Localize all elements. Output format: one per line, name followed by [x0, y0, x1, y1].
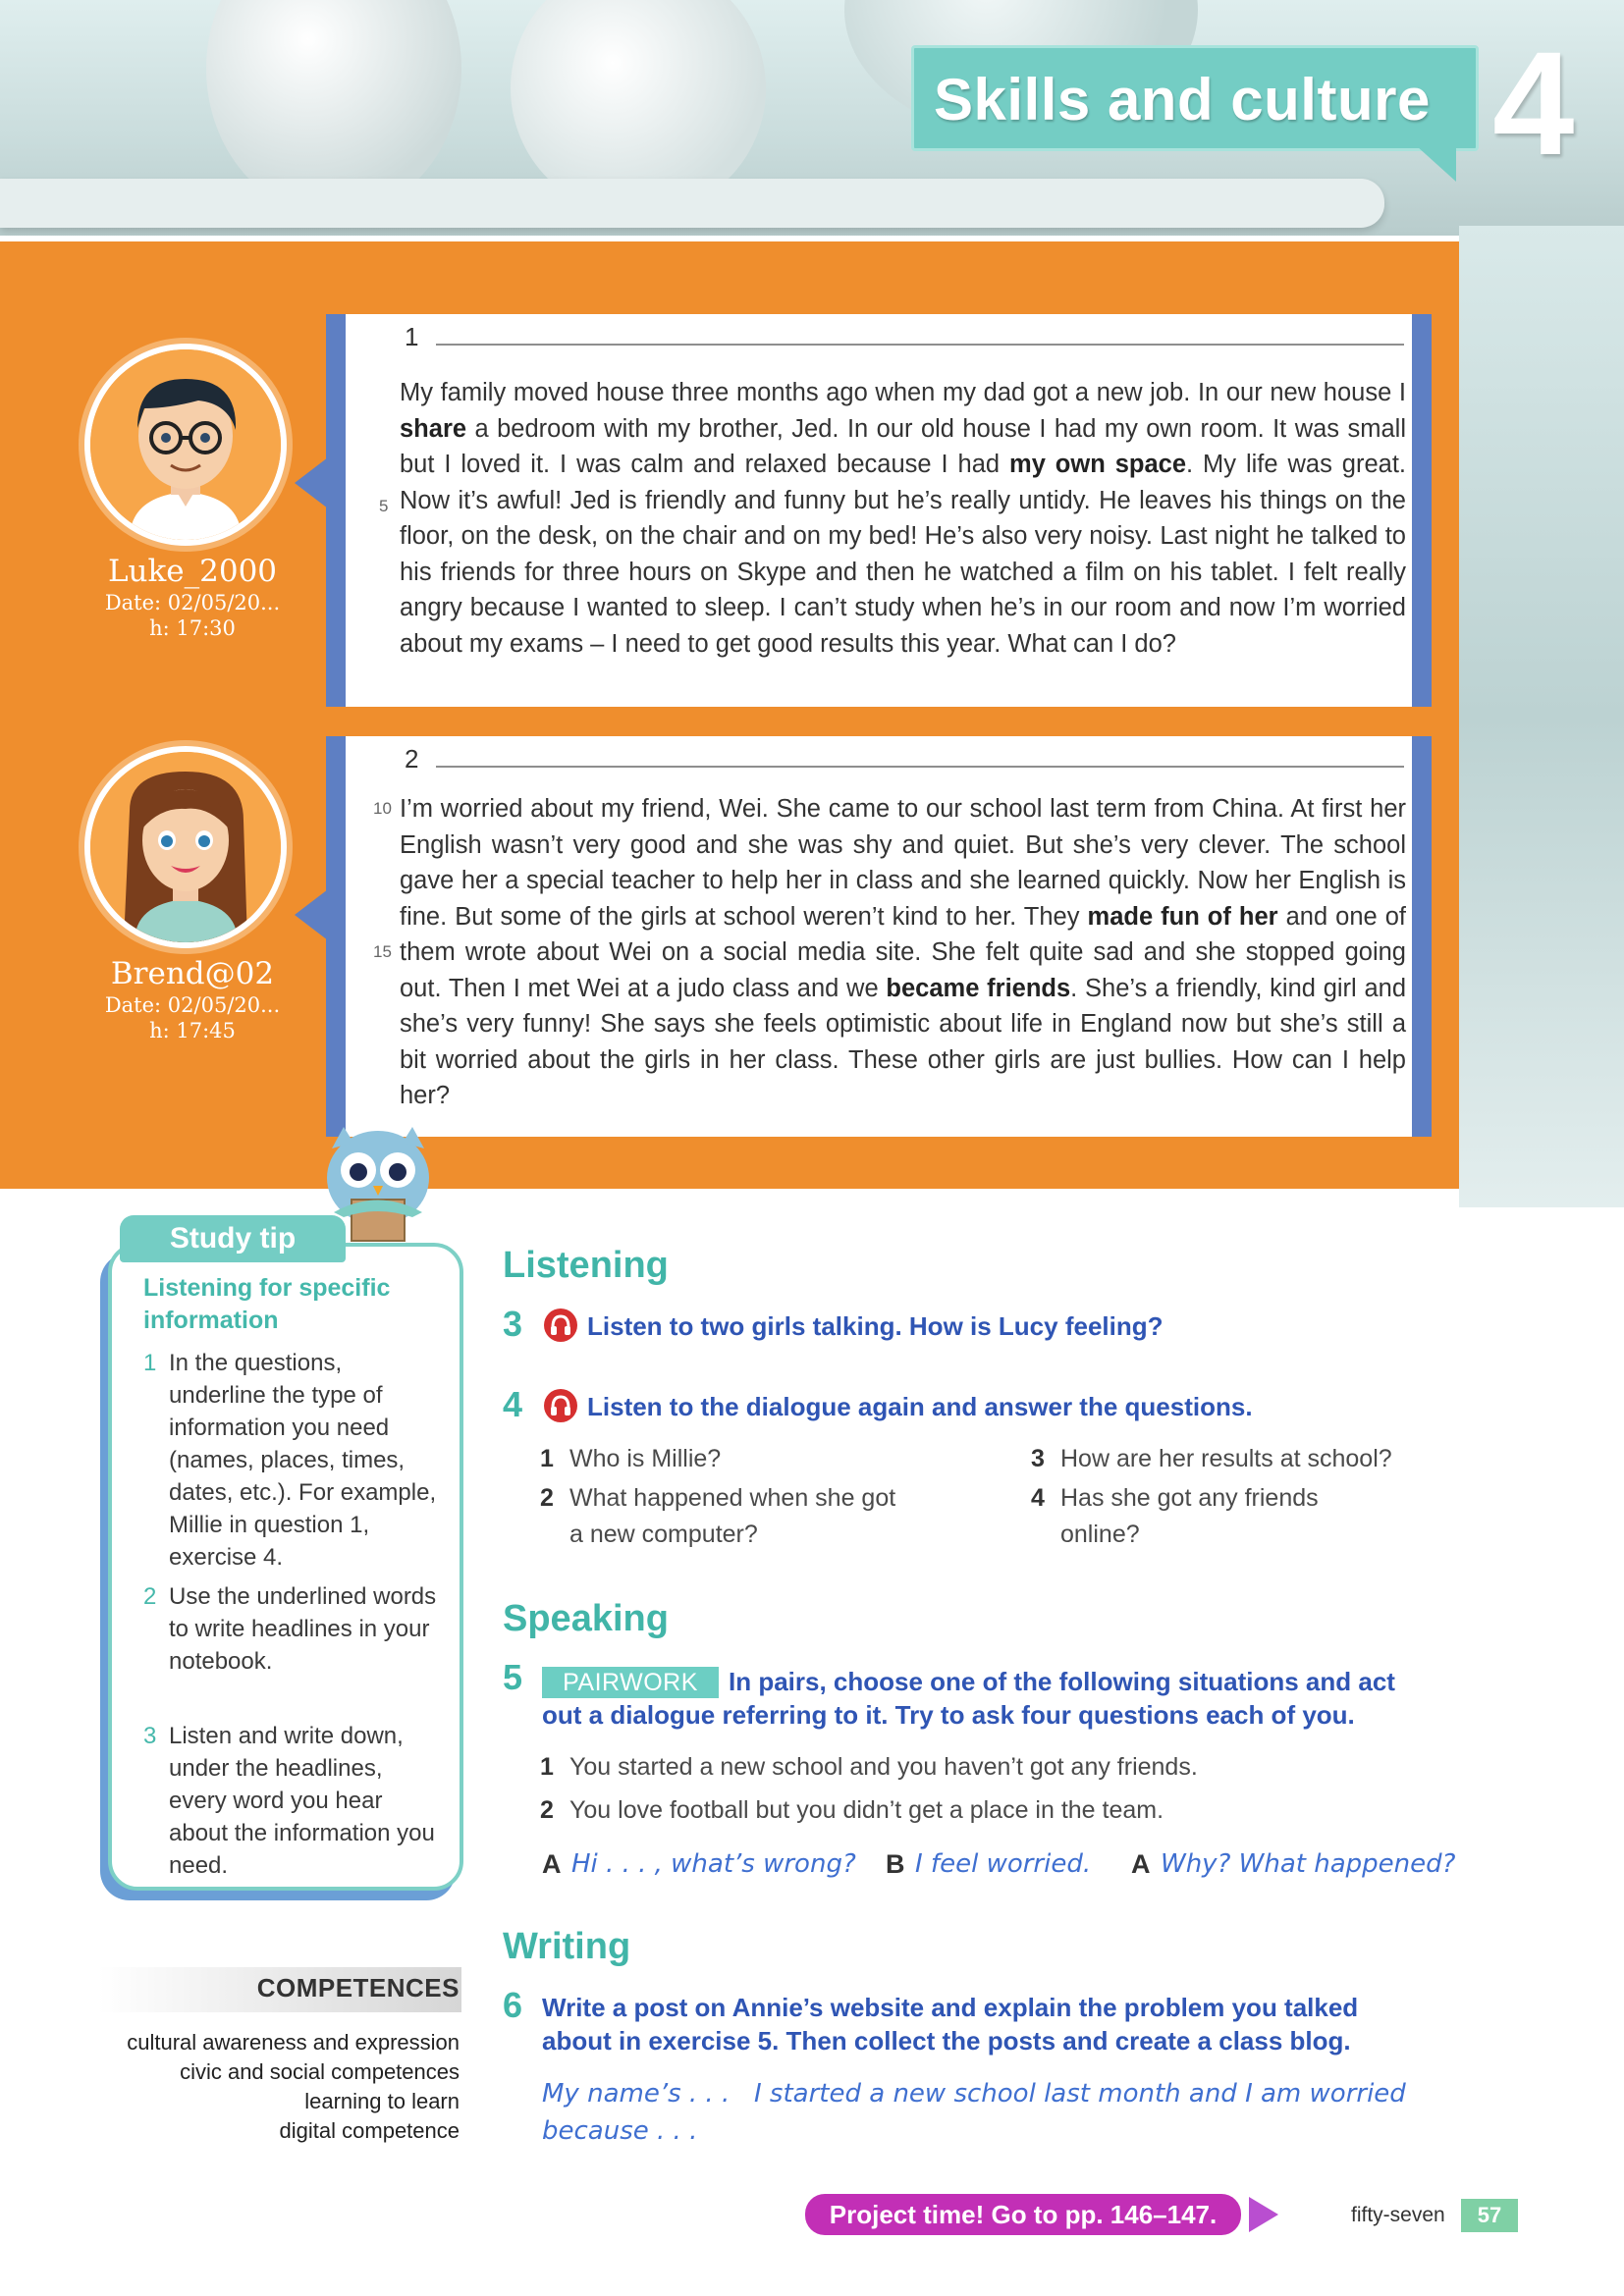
post-1-text: My family moved house three months ago when my dad got a new job. In our new house I share a bedroom with my brother, Jed. In our old house I had my own room. It was small but I loved it. I was calm and relaxed because I had my own space. My life was great. Now it’s awful! Jed is friendly and funny but he’s really untidy. He leaves his things on the floor, on the desk, on the chair and on my bed! He’s also very noisy. Last night he talked to his friends for three hours on Skype and then he watched a film on his tablet. I felt really angry because I wanted to sleep. I can’t study when he’s in our room and now I’m worried about my exams – I need to get good results this year. What can I do?	[400, 379, 1406, 658]
side-decoration	[1459, 226, 1624, 1207]
study-tip-item: 1 In the questions, underline the type of information you need (names, places, times, dates, etc.). For example, Millie in question 1, exercise 4.	[143, 1350, 437, 1571]
post-number: 1	[405, 322, 419, 351]
dialogue-line: Why? What happened?	[1161, 1849, 1456, 1879]
post-date: Date: 02/05/20...	[104, 993, 281, 1017]
girl-avatar-icon	[90, 752, 281, 942]
arrow-right-icon	[1249, 2197, 1278, 2232]
post-time: h: 17:45	[149, 1019, 236, 1042]
question-item: 2 What happened when she got a new computer?	[540, 1484, 896, 1548]
page-title: Skills and culture	[934, 67, 1431, 133]
model-text: My name’s . . .	[542, 2079, 731, 2109]
competence-item: learning to learn	[304, 2089, 460, 2113]
dialogue-line: Hi . . . , what’s wrong?	[571, 1849, 856, 1879]
post-2	[326, 736, 1432, 1137]
model-text: I started a new school last month and I am worried	[754, 2079, 1406, 2109]
header-strip	[0, 179, 1384, 228]
competence-item: civic and social competences	[180, 2059, 460, 2084]
line-number: 10	[373, 799, 392, 818]
exercise-number: 3	[503, 1304, 523, 1344]
section-title-writing: Writing	[503, 1926, 631, 1967]
study-tip-tab: Study tip	[120, 1215, 346, 1262]
exercise-instruction: Write a post on Annie’s website and explain the problem you talked	[542, 1993, 1359, 2022]
exercise-number: 6	[503, 1985, 523, 2025]
unit-number: 4	[1492, 21, 1575, 186]
post-date: Date: 02/05/20...	[104, 591, 281, 614]
dialogue-speaker: A	[542, 1849, 562, 1879]
exercise-instruction: In pairs, choose one of the following situations and act	[729, 1667, 1395, 1696]
exercise-instruction: about in exercise 5. Then collect the posts and create a class blog.	[542, 2026, 1351, 2056]
pairwork-badge: PAIRWORK	[542, 1667, 719, 1698]
study-tip-item: 2 Use the underlined words to write headlines in your notebook.	[143, 1583, 437, 1675]
avatar-brend	[79, 740, 293, 954]
dialogue-speaker: B	[886, 1849, 905, 1879]
boy-avatar-icon	[90, 349, 281, 540]
competences-heading: COMPETENCES	[256, 1973, 460, 2002]
dialogue-line: I feel worried.	[915, 1849, 1092, 1879]
username-brend: Brend@02	[110, 956, 275, 991]
exercise-instruction: Listen to the dialogue again and answer the questions.	[587, 1392, 1253, 1421]
page-header	[0, 0, 1624, 236]
line-number: 15	[373, 942, 392, 961]
competence-item: digital competence	[279, 2118, 460, 2143]
question-item: 3 How are her results at school?	[1031, 1445, 1392, 1472]
project-time-link[interactable]: Project time! Go to pp. 146–147.	[805, 2194, 1241, 2235]
model-text: because . . .	[542, 2116, 698, 2146]
exercise-number: 4	[503, 1384, 523, 1424]
post-pointer	[295, 889, 328, 940]
page-number-words: fifty-seven	[1351, 2204, 1445, 2226]
exercise-instruction: Listen to two girls talking. How is Lucy feeling?	[587, 1311, 1164, 1341]
audio-icon[interactable]	[544, 1389, 577, 1422]
exercise-instruction: out a dialogue referring to it. Try to ask four questions each of you.	[542, 1700, 1355, 1730]
question-item: 1 Who is Millie?	[540, 1445, 722, 1472]
post-pointer	[295, 457, 328, 508]
question-item: 4 Has she got any friends online?	[1031, 1484, 1319, 1548]
page-number: 57	[1461, 2199, 1518, 2232]
line-number: 5	[379, 497, 389, 515]
answer-line	[436, 344, 1404, 346]
title-speech-bubble	[911, 45, 1479, 151]
section-title-listening: Listening	[503, 1245, 669, 1286]
post-2-text: I’m worried about my friend, Wei. She came to our school last term from China. At first her English wasn’t very good and she was shy and quiet. But she’s very clever. The school gave her a special teacher to help her in class and she learned quickly. Now her English is fine. But some of the girls at school weren’t kind to her. They made fun of her and one of them wrote about Wei on a social media site. She felt quite sad and she stopped going out. Then I met Wei at a judo class and we became friends. She’s a friendly, kind girl and she’s very funny! She says she feels optimistic about life in England now but she’s still a bit worried about the girls in her class. These other girls are just bullies. How can I help her?	[400, 795, 1406, 1109]
dialogue-speaker: A	[1131, 1849, 1151, 1879]
post-1	[326, 314, 1432, 707]
situation-item: 2 You love football but you didn’t get a place in the team.	[540, 1796, 1164, 1824]
post-number: 2	[405, 744, 419, 774]
audio-icon[interactable]	[544, 1308, 577, 1342]
section-title-speaking: Speaking	[503, 1598, 669, 1639]
study-tip-heading: Listening for specific information	[143, 1274, 391, 1334]
forum-panel	[0, 241, 1459, 1189]
competence-item: cultural awareness and expression	[127, 2030, 460, 2055]
study-tip-item: 3 Listen and write down, under the headlines, every word you hear about the information you need.	[143, 1723, 435, 1879]
situation-item: 1 You started a new school and you haven’t got any friends.	[540, 1753, 1198, 1781]
username-luke: Luke_2000	[107, 554, 278, 589]
answer-line	[436, 766, 1404, 768]
post-time: h: 17:30	[149, 616, 236, 640]
avatar-luke	[79, 338, 293, 552]
exercise-number: 5	[503, 1657, 523, 1697]
